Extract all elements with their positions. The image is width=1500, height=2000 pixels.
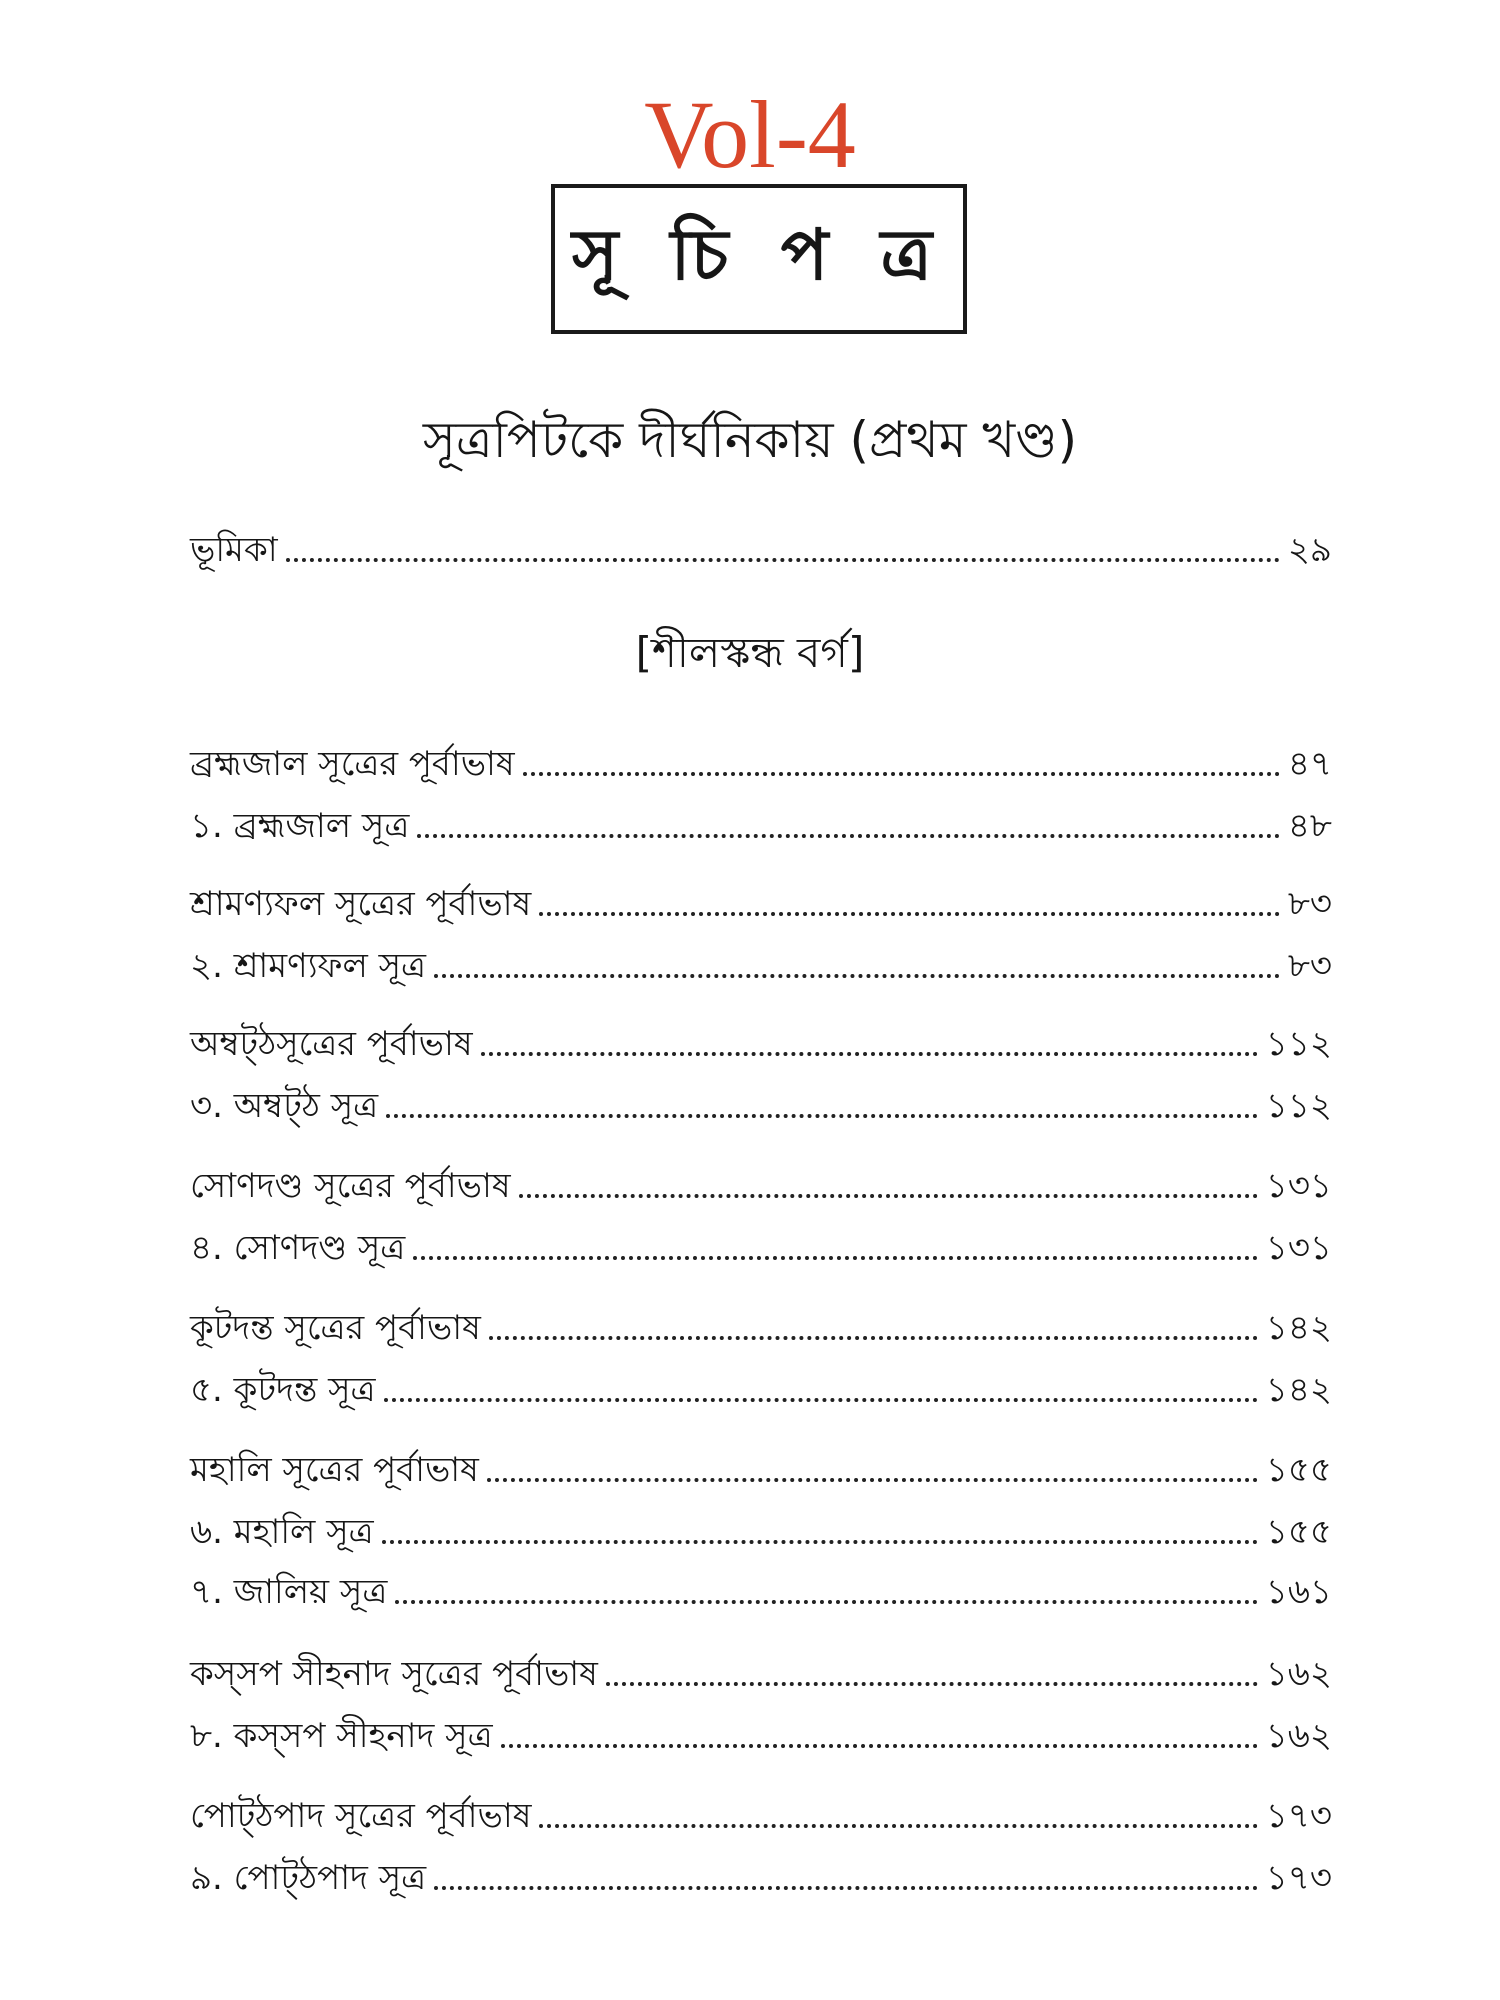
toc-page-number: ১৬১ — [1265, 1572, 1332, 1612]
section-heading: [শীলস্কন্ধ বর্গ] — [635, 628, 865, 677]
dot-leader — [386, 1114, 1258, 1118]
toc-page-number: ১১২ — [1265, 1024, 1332, 1064]
toc-row — [190, 1356, 1332, 1412]
toc-label: মহালি সূত্রের পূর্বাভাষ — [190, 1450, 479, 1490]
dot-leader — [489, 1336, 1258, 1340]
toc-row — [190, 1782, 1332, 1838]
toc-page-number: ১৫৫ — [1265, 1512, 1332, 1552]
toc-label: ৭. জালিয় সূত্র — [190, 1572, 388, 1612]
toc-label: ২. শ্রামণ্যফল সূত্র — [190, 946, 427, 986]
toc-label: ৫. কূটদন্ত সূত্র — [190, 1370, 376, 1410]
dot-leader — [434, 974, 1280, 978]
toc-page-number: ৮৩ — [1287, 884, 1332, 924]
toc-label: ৩. অম্বট্ঠ সূত্র — [190, 1086, 379, 1126]
toc-row — [190, 870, 1332, 926]
toc-row — [190, 1844, 1332, 1900]
toc-page-number: ১৫৫ — [1265, 1450, 1332, 1490]
toc-row — [190, 730, 1332, 786]
toc-label: শ্রামণ্যফল সূত্রের পূর্বাভাষ — [190, 884, 532, 924]
toc-label: ৪. সোণদণ্ড সূত্র — [190, 1228, 406, 1268]
toc-row — [190, 932, 1332, 988]
dot-leader — [519, 1194, 1258, 1198]
title-box — [551, 184, 967, 334]
dot-leader — [434, 1886, 1258, 1890]
toc-page-number: ৪৭ — [1287, 744, 1332, 784]
toc-row — [190, 1640, 1332, 1696]
dot-leader — [395, 1600, 1257, 1604]
dot-leader — [384, 1398, 1258, 1402]
toc-page-number: ১৭৩ — [1265, 1858, 1332, 1898]
toc-page-number: ১৪২ — [1265, 1370, 1332, 1410]
toc-label: ১. ব্রহ্মজাল সূত্র — [190, 806, 410, 846]
toc-label: কস্‌সপ সীহনাদ সূত্রের পূর্বাভাষ — [190, 1654, 598, 1694]
toc-row — [190, 1072, 1332, 1128]
volume-label: Vol-4 — [644, 81, 856, 188]
toc-page-number: ৮৩ — [1287, 946, 1332, 986]
toc-label: পোট্ঠপাদ সূত্রের পূর্বাভাষ — [190, 1796, 532, 1836]
dot-leader — [417, 834, 1280, 838]
toc-page-number: ১৩১ — [1265, 1228, 1332, 1268]
toc-label: ব্রহ্মজাল সূত্রের পূর্বাভাষ — [190, 744, 515, 784]
toc-row — [190, 1010, 1332, 1066]
toc-row — [190, 1436, 1332, 1492]
toc-label: ভূমিকা — [190, 530, 278, 570]
dot-leader — [286, 558, 1280, 562]
toc-page-number: ১১২ — [1265, 1086, 1332, 1126]
toc-page-number: ১৭৩ — [1265, 1796, 1332, 1836]
toc-row-intro — [190, 516, 1332, 572]
toc-row — [190, 1152, 1332, 1208]
dot-leader — [501, 1744, 1258, 1748]
dot-leader — [606, 1682, 1258, 1686]
toc-page-number: ৪৮ — [1287, 806, 1332, 846]
toc-label: অম্বট্ঠসূত্রের পূর্বাভাষ — [190, 1024, 473, 1064]
toc-label: কূটদন্ত সূত্রের পূর্বাভাষ — [190, 1308, 481, 1348]
toc-row — [190, 792, 1332, 848]
toc-row — [190, 1294, 1332, 1350]
dot-leader — [487, 1478, 1258, 1482]
toc-row — [190, 1214, 1332, 1270]
toc-label: ৬. মহালি সূত্র — [190, 1512, 374, 1552]
dot-leader — [539, 912, 1280, 916]
dot-leader — [481, 1052, 1258, 1056]
dot-leader — [539, 1824, 1257, 1828]
toc-page-number: ২৯ — [1287, 530, 1332, 570]
dot-leader — [382, 1540, 1258, 1544]
toc-label: ৮. কস্‌সপ সীহনাদ সূত্র — [190, 1716, 493, 1756]
toc-page-number: ১৬২ — [1265, 1716, 1332, 1756]
toc-page-number: ১৩১ — [1265, 1166, 1332, 1206]
page-title: সূ চি প ত্র — [571, 213, 947, 296]
toc-row — [190, 1558, 1332, 1614]
toc-row — [190, 1702, 1332, 1758]
toc-page-number: ১৪২ — [1265, 1308, 1332, 1348]
toc-label: সোণদণ্ড সূত্রের পূর্বাভাষ — [190, 1166, 511, 1206]
dot-leader — [523, 772, 1280, 776]
toc-label: ৯. পোট্ঠপাদ সূত্র — [190, 1858, 427, 1898]
toc-row — [190, 1498, 1332, 1554]
dot-leader — [413, 1256, 1257, 1260]
book-subtitle: সূত্রপিটকে দীর্ঘনিকায় (প্রথম খণ্ড) — [422, 411, 1078, 469]
toc-page-number: ১৬২ — [1265, 1654, 1332, 1694]
